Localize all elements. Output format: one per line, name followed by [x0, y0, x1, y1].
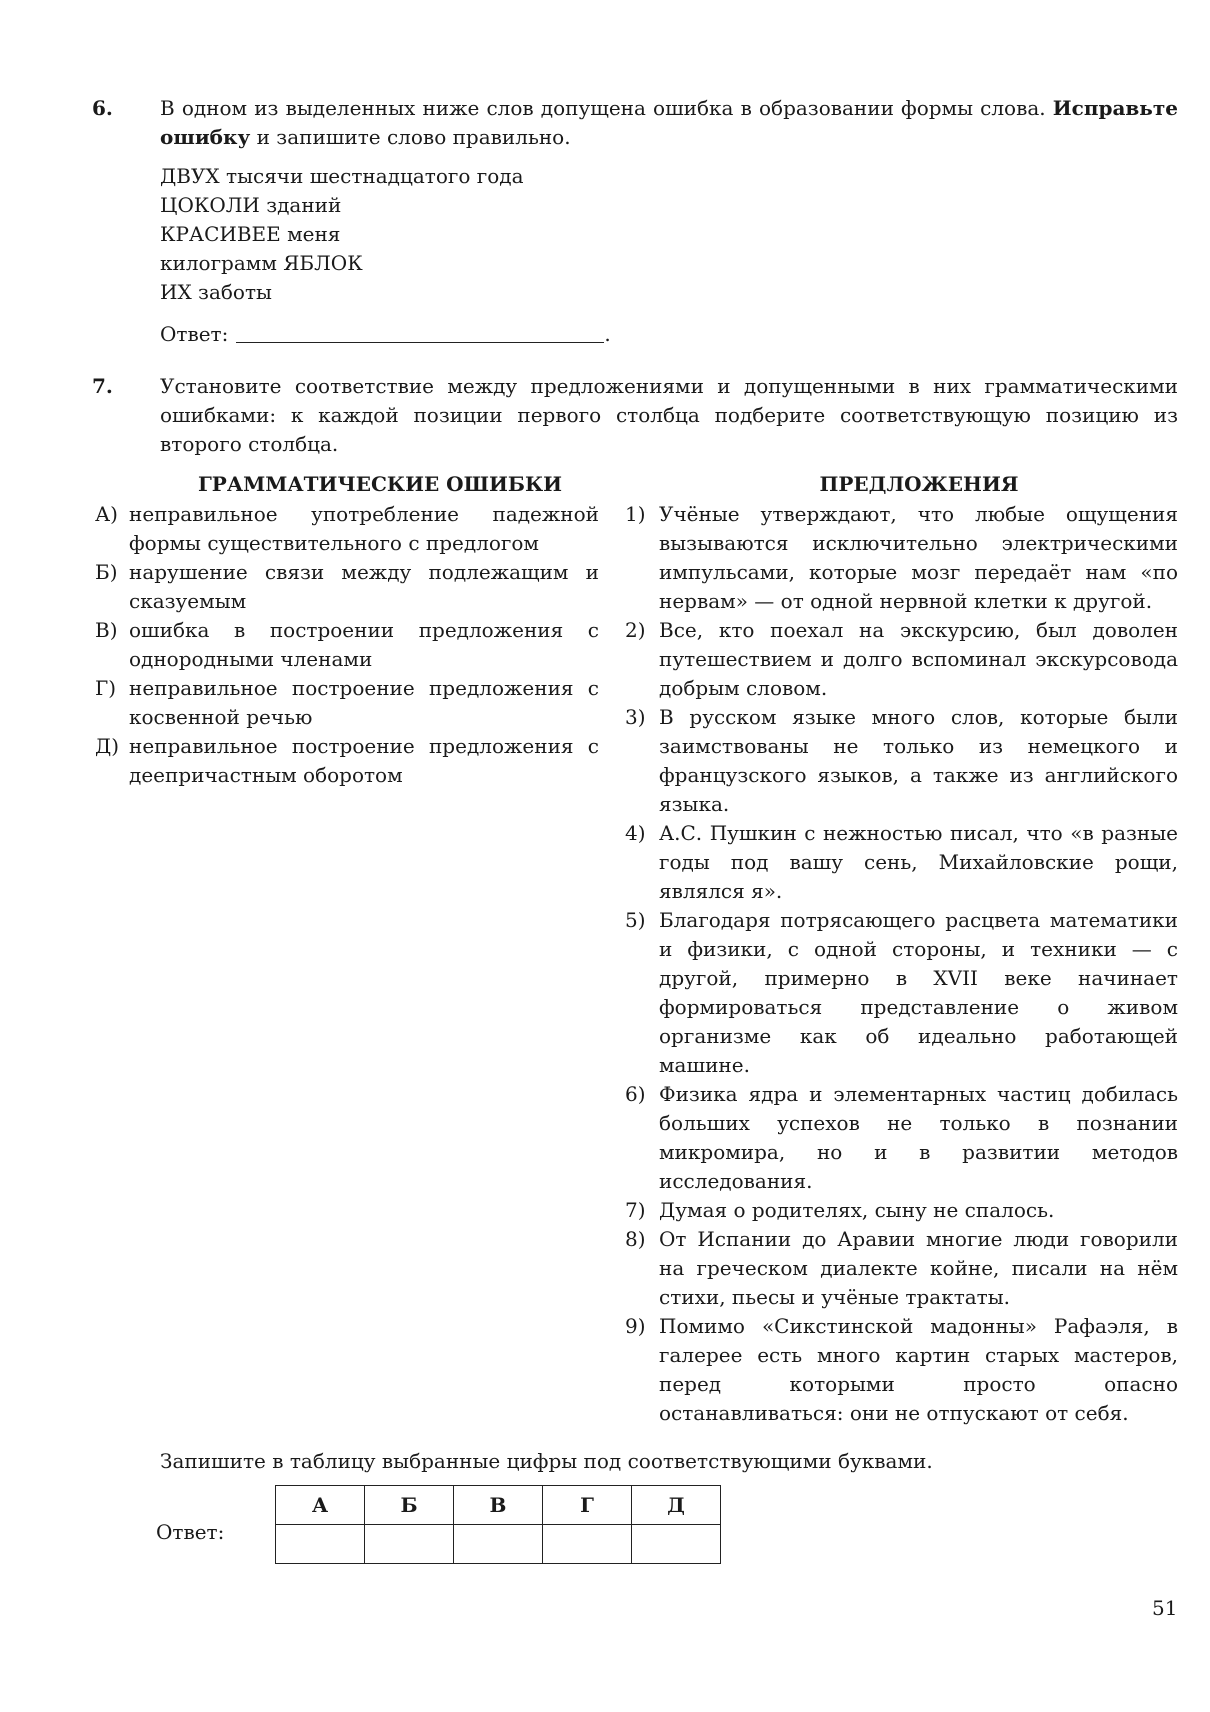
right-column-heading: ПРЕДЛОЖЕНИЯ — [819, 472, 1019, 496]
answer-table-header: Б — [365, 1486, 454, 1525]
answer-table-header: А — [276, 1486, 365, 1525]
task-6-word-list — [160, 162, 524, 307]
sentence-text: Думая о родителях, сыну не спалось. — [659, 1198, 1055, 1222]
error-item — [95, 500, 599, 558]
sentence-item — [625, 1312, 1178, 1428]
sentence-text: Помимо «Сикстинской мадонны» Рафаэля, в галерее есть много картин старых мастеров, перед которыми просто опасно останавливаться: они не отпускают от себя. — [659, 1314, 1178, 1425]
error-item — [95, 732, 599, 790]
task-7-number: 7. — [92, 374, 113, 398]
error-text: неправильное построение предложения с деепричастным оборотом — [129, 734, 599, 787]
answer-table-input-row — [276, 1525, 721, 1564]
sentences-list — [625, 500, 1178, 1428]
sentence-item — [625, 500, 1178, 616]
error-marker: В) — [95, 618, 118, 642]
left-column-heading: ГРАММАТИЧЕСКИЕ ОШИБКИ — [197, 472, 563, 496]
answer-cell-g[interactable] — [543, 1525, 632, 1564]
sentence-item — [625, 1196, 1178, 1225]
answer-table-header-row — [276, 1486, 721, 1525]
sentence-text: Учёные утверждают, что любые ощущения вызываются исключительно электрическими импульсами, которые мозг передаёт нам «по нервам» — от одной нервной клетки к другой. — [659, 502, 1178, 613]
sentence-marker: 7) — [625, 1198, 646, 1222]
sentence-item — [625, 819, 1178, 906]
task-6-answer-line[interactable] — [236, 320, 604, 343]
task-6-intro-tail: и запишите слово правильно. — [250, 125, 571, 149]
answer-cell-a[interactable] — [276, 1525, 365, 1564]
error-item — [95, 674, 599, 732]
task-6-word: КРАСИВЕЕ меня — [160, 222, 341, 246]
sentence-item — [625, 703, 1178, 819]
task-6-word: ИХ заботы — [160, 280, 272, 304]
task-6-intro-bold: Исправьте ошибку — [160, 96, 1178, 149]
errors-list — [95, 500, 599, 790]
sentence-text: От Испании до Аравии многие люди говорили на греческом диалекте койне, писали на нём стихи, пьесы и учёные трактаты. — [659, 1227, 1178, 1309]
error-text: нарушение связи между подлежащим и сказуемым — [129, 560, 599, 613]
sentence-item — [625, 616, 1178, 703]
sentence-marker: 3) — [625, 705, 646, 729]
task-6-intro — [160, 94, 1178, 152]
page-number: 51 — [1152, 1596, 1178, 1620]
sentence-marker: 5) — [625, 908, 646, 932]
answer-cell-d[interactable] — [632, 1525, 721, 1564]
answer-table — [275, 1485, 721, 1564]
error-item — [95, 558, 599, 616]
sentence-marker: 1) — [625, 502, 646, 526]
answer-table-header: В — [454, 1486, 543, 1525]
sentence-text: А.С. Пушкин с нежностью писал, что «в разные годы под вашу сень, Михайловские рощи, являлся я». — [659, 821, 1178, 903]
sentence-marker: 6) — [625, 1082, 646, 1106]
sentence-item — [625, 1225, 1178, 1312]
answer-table-header: Д — [632, 1486, 721, 1525]
error-marker: А) — [95, 502, 118, 526]
sentence-item — [625, 1080, 1178, 1196]
task-6-answer-end: . — [604, 322, 611, 346]
error-marker: Б) — [95, 560, 118, 584]
task-6-answer-label: Ответ: — [160, 322, 229, 346]
task-7-intro: Установите соответствие между предложениями и допущенными в них грамматическими ошибками: к каждой позиции первого столбца подберите соответствующую позицию из второго столбца. — [160, 374, 1178, 456]
error-text: неправильное построение предложения с косвенной речью — [129, 676, 599, 729]
sentence-text: В русском языке много слов, которые были заимствованы не только из немецкого и французского языков, а также из английского языка. — [659, 705, 1178, 816]
task-6-word: ЦОКОЛИ зданий — [160, 193, 342, 217]
sentence-marker: 4) — [625, 821, 646, 845]
task-6-answer — [160, 320, 611, 349]
error-marker: Д) — [95, 734, 120, 758]
sentence-marker: 2) — [625, 618, 646, 642]
sentence-text: Благодаря потрясающего расцвета математики и физики, с одной стороны, и техники — с другой, примерно в XVII веке начинает формироваться представление о живом организме как об идеально работающей машине. — [659, 908, 1178, 1077]
task-7-answer-label: Ответ: — [156, 1520, 225, 1544]
table-instruction: Запишите в таблицу выбранные цифры под соответствующими буквами. — [160, 1449, 933, 1473]
sentence-text: Физика ядра и элементарных частиц добилась больших успехов не только в познании микромира, но и в развитии методов исследования. — [659, 1082, 1178, 1193]
task-6-number: 6. — [92, 96, 113, 120]
answer-cell-b[interactable] — [365, 1525, 454, 1564]
task-6-intro-text: В одном из выделенных ниже слов допущена ошибка в образовании формы слова. — [160, 96, 1053, 120]
error-text: неправильное употребление падежной формы существительного с предлогом — [129, 502, 599, 555]
error-text: ошибка в построении предложения с однородными членами — [129, 618, 599, 671]
sentence-marker: 8) — [625, 1227, 646, 1251]
sentence-item — [625, 906, 1178, 1080]
sentence-marker: 9) — [625, 1314, 646, 1338]
task-6-word: килограмм ЯБЛОК — [160, 251, 363, 275]
task-6-word: ДВУХ тысячи шестнадцатого года — [160, 164, 524, 188]
answer-cell-v[interactable] — [454, 1525, 543, 1564]
answer-table-header: Г — [543, 1486, 632, 1525]
error-marker: Г) — [95, 676, 117, 700]
sentence-text: Все, кто поехал на экскурсию, был доволен путешествием и долго вспоминал экскурсовода добрым словом. — [659, 618, 1178, 700]
error-item — [95, 616, 599, 674]
